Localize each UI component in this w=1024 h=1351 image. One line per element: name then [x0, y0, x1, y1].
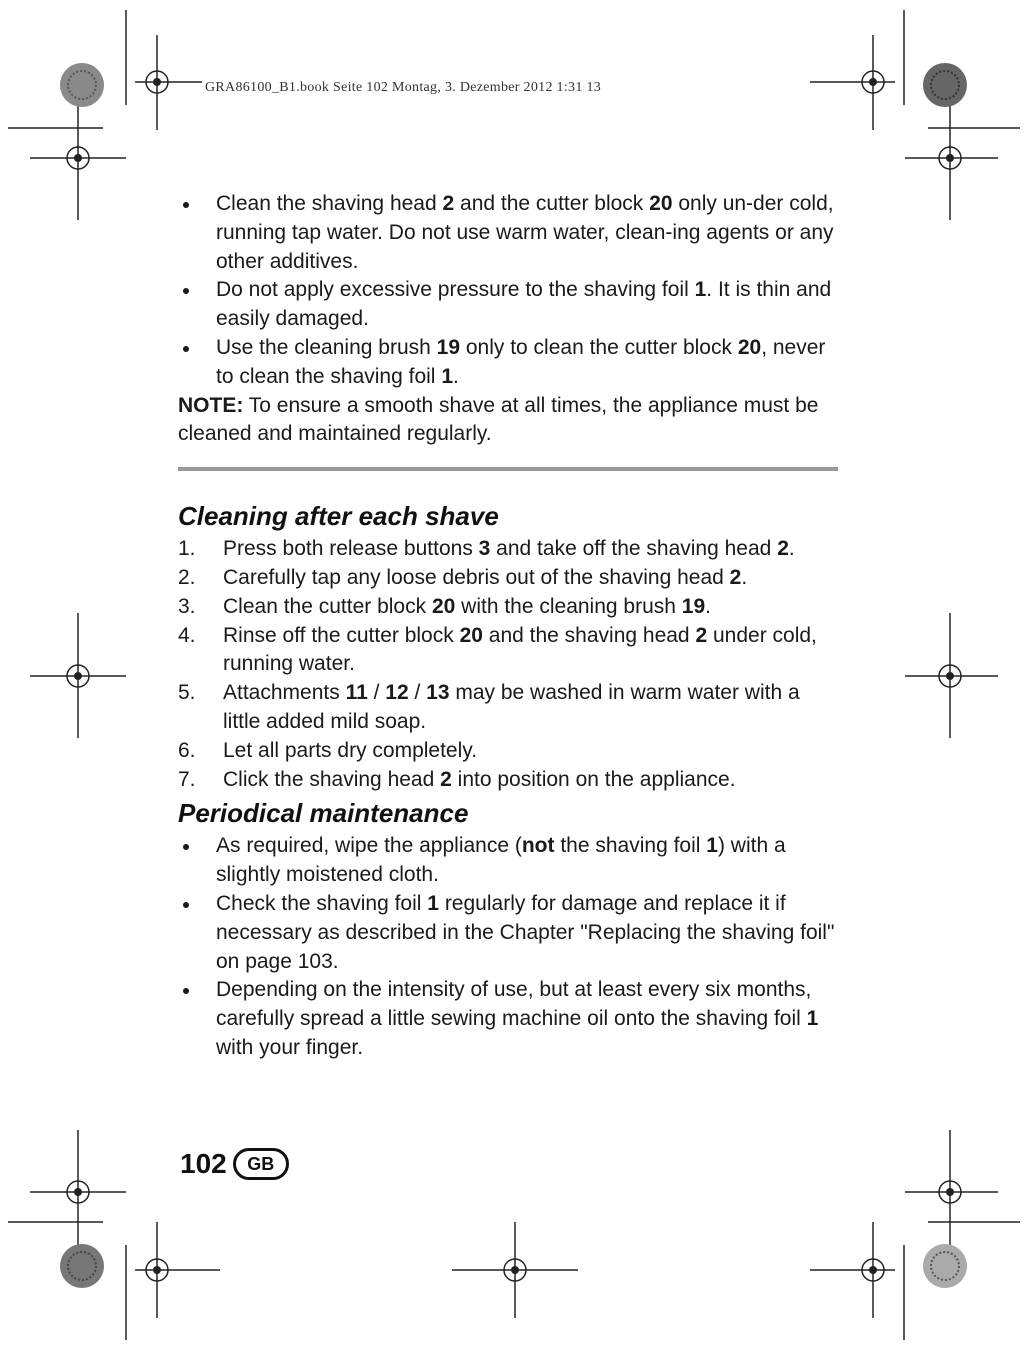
calibration-wheel-bottom-right	[923, 1244, 967, 1288]
list-item: 3. Clean the cutter block 20 with the cleaning brush 19.	[178, 594, 711, 618]
maintenance-bullet-list	[178, 832, 838, 1062]
list-item: Use the cleaning brush 19 only to clean the cutter block 20, never to clean the shaving foil 1.	[178, 334, 838, 392]
cleaning-steps-list	[178, 535, 838, 794]
note-label: NOTE:	[178, 393, 244, 417]
list-item: As required, wipe the appliance (not the shaving foil 1) with a slightly moistened cloth.	[178, 832, 838, 890]
section-divider	[178, 467, 838, 471]
safety-bullet-list	[178, 190, 838, 392]
list-item: 2. Carefully tap any loose debris out of the shaving head 2.	[178, 565, 748, 589]
list-item: 7. Click the shaving head 2 into position on the appliance.	[178, 767, 736, 791]
list-item: Do not apply excessive pressure to the shaving foil 1. It is thin and easily damaged.	[178, 276, 838, 334]
main-content	[178, 190, 838, 1063]
calibration-wheel-top-left	[60, 63, 104, 107]
list-item: 1. Press both release buttons 3 and take off the shaving head 2.	[178, 537, 795, 561]
section-title-cleaning: Cleaning after each shave	[178, 501, 499, 532]
printer-slug-line: GRA86100_B1.book Seite 102 Montag, 3. Dezember 2012 1:31 13	[205, 80, 602, 95]
list-item: 4. Rinse off the cutter block 20 and the shaving head 2 under cold, running water.	[178, 623, 817, 676]
list-item: Depending on the intensity of use, but at least every six months, carefully spread a little sewing machine oil onto the shaving foil 1 with your finger.	[178, 976, 838, 1062]
calibration-wheel-top-right	[923, 63, 967, 107]
list-item: Check the shaving foil 1 regularly for damage and replace it if necessary as described in the Chapter "Replacing the shaving foil" on page 103.	[178, 890, 838, 976]
language-badge: GB	[233, 1148, 289, 1180]
section-title-maintenance: Periodical maintenance	[178, 798, 469, 829]
page-number: 102	[180, 1148, 227, 1179]
note-paragraph: NOTE: To ensure a smooth shave at all times, the appliance must be cleaned and maintained regularly.	[178, 393, 819, 446]
calibration-wheel-bottom-left	[60, 1244, 104, 1288]
list-item: 5. Attachments 11 / 12 / 13 may be washed in warm water with a little added mild soap.	[178, 681, 800, 733]
list-item: 6. Let all parts dry completely.	[178, 738, 478, 762]
list-item: Clean the shaving head 2 and the cutter block 20 only un-der cold, running tap water. Do not use warm water, clean-ing agents or any other additives.	[178, 190, 838, 276]
page-footer	[180, 1148, 289, 1180]
